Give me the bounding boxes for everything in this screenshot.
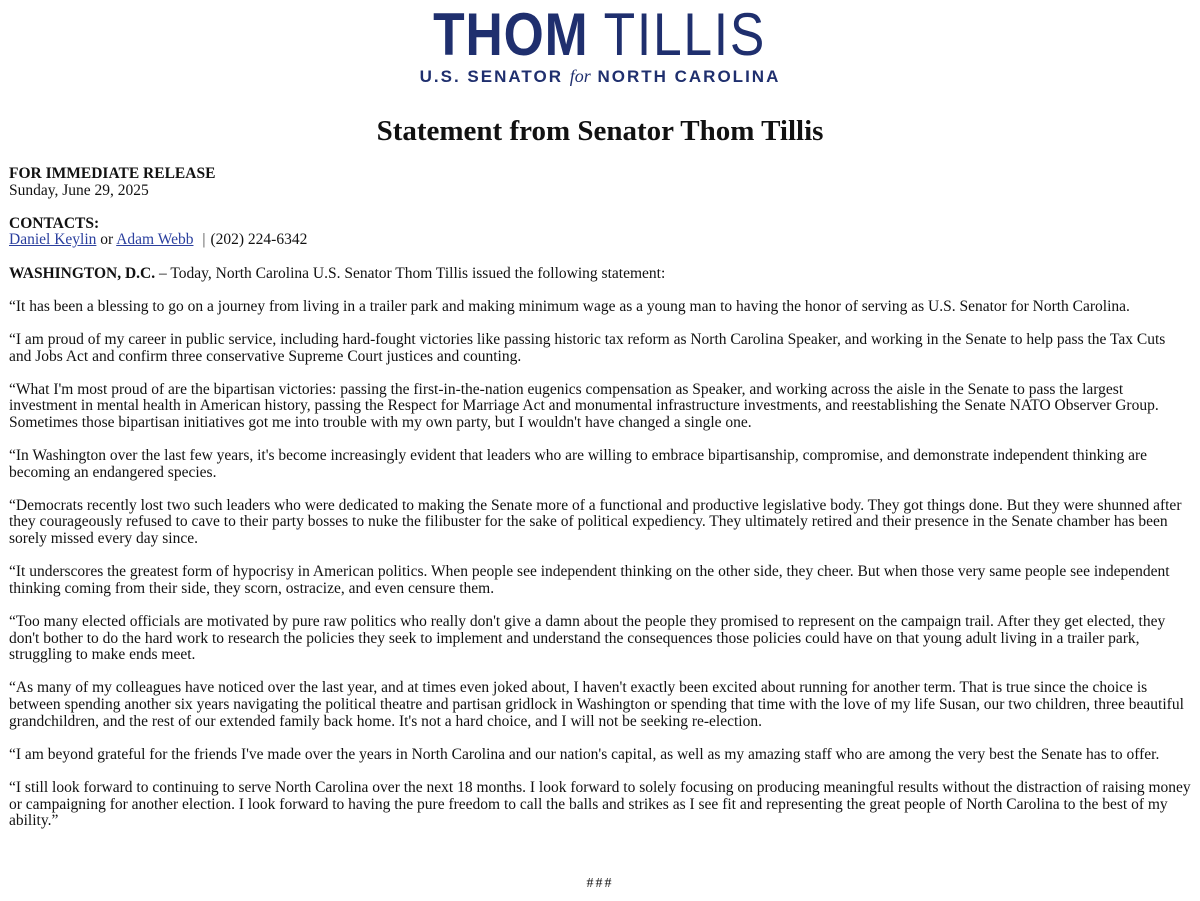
contact-link-adam-webb[interactable]: Adam Webb xyxy=(116,231,194,249)
logo-subtitle-for: for xyxy=(569,66,591,86)
logo-name-thin: TILLIS xyxy=(604,1,767,68)
contact-link-daniel-keylin[interactable]: Daniel Keylin xyxy=(9,231,97,249)
contacts-separator: | xyxy=(202,231,206,249)
contacts-phone: (202) 224-6342 xyxy=(210,231,308,249)
logo-subtitle-left: U.S. SENATOR xyxy=(419,67,563,86)
statement-paragraph: “In Washington over the last few years, it's become increasingly evident that leaders who are willing to embrace bipartisanship, compromise, and demonstrate independent thinking are becoming an endangered species. xyxy=(9,447,1148,481)
logo-subtitle-right: NORTH CAROLINA xyxy=(597,67,781,86)
logo-subtitle xyxy=(0,66,1200,87)
statement-paragraph: “I still look forward to continuing to serve North Carolina over the next 18 months. I look forward to solely focusing on producing meaningful results without the distraction of raising money or campaigning for another election. I look forward to having the pure freedom to call the balls and strikes as I see fit and representing the great people of North Carolina to the best of my ability.” xyxy=(9,778,1191,830)
statement-paragraph: “I am beyond grateful for the friends I've made over the years in North Carolina and our nation's capital, as well as my amazing staff who are among the very best the Senate has to offer. xyxy=(9,745,1160,763)
page-title: Statement from Senator Thom Tillis xyxy=(376,115,824,147)
release-info xyxy=(9,166,1191,199)
contacts-label: CONTACTS: xyxy=(9,214,100,232)
release-label: FOR IMMEDIATE RELEASE xyxy=(9,165,216,182)
statement-paragraph: “It underscores the greatest form of hypocrisy in American politics. When people see independent thinking on the other side, they cheer. But when those very same people see independent thinking coming from their side, they scorn, ostracize, and even censure them. xyxy=(9,563,1170,597)
end-mark: ### xyxy=(586,876,614,891)
senator-logo xyxy=(0,1,1200,87)
release-date: Sunday, June 29, 2025 xyxy=(9,181,149,199)
statement-paragraph: “Too many elected officials are motivated by pure raw politics who really don't give a damn about the people they promised to represent on the campaign trail. After they get elected, they don't bother to do the hard work to research the policies they seek to implement and understand the consequences those policies could have on that young adult living in a trailer park, struggling to make ends meet. xyxy=(9,613,1166,664)
statement-paragraph: “What I'm most proud of are the bipartisan victories: passing the first-in-the-nation eugenics compensation as Speaker, and working across the aisle in the Senate to pass the largest investment in mental health in American history, passing the Respect for Marriage Act and monumental infrastructure investments, and reestablishing the Senate NATO Observer Group. Sometimes those bipartisan initiatives got me into trouble with my own party, but I wouldn't have changed a single one. xyxy=(9,380,1159,431)
statement-paragraph: “I am proud of my career in public service, including hard-fought victories like passing historic tax reform as North Carolina Speaker, and working in the Senate to help pass the Tax Cuts and Jobs Act and confirm three conservative Supreme Court justices and counting. xyxy=(9,330,1166,365)
contacts-block xyxy=(9,216,1191,249)
statement-paragraph: “It has been a blessing to go on a journey from living in a trailer park and making minimum wage as a young man to having the honor of serving as U.S. Senator for North Carolina. xyxy=(9,297,1130,315)
statement-paragraph: “Democrats recently lost two such leaders who were dedicated to making the Senate more of a functional and productive legislative body. They got things done. But they were shunned after they courageously refused to cave to their party bosses to nuke the filibuster for the sake of political expediency. They ultimately retired and their presence in the Senate chamber has been sorely missed every day since. xyxy=(9,496,1182,548)
dateline-place: WASHINGTON, D.C. xyxy=(9,264,156,282)
statement-paragraph: “As many of my colleagues have noticed over the last year, and at times even joked about, I haven't exactly been excited about running for another term. That is true since the choice is between spending another six years navigating the political theatre and partisan gridlock in Washington or spending that time with the love of my life Susan, our two children, three beautiful grandchildren, and the rest of our extended family back home. It's not a hard choice, and I will not be seeking re-election. xyxy=(9,679,1184,730)
logo-name-bold: THOM xyxy=(433,1,589,68)
contacts-or: or xyxy=(100,231,114,249)
logo-wordmark xyxy=(433,1,767,68)
dateline-text: – Today, North Carolina U.S. Senator Thom Tillis issued the following statement: xyxy=(155,264,666,282)
release-body xyxy=(9,166,1191,846)
dateline-paragraph xyxy=(9,266,1191,283)
